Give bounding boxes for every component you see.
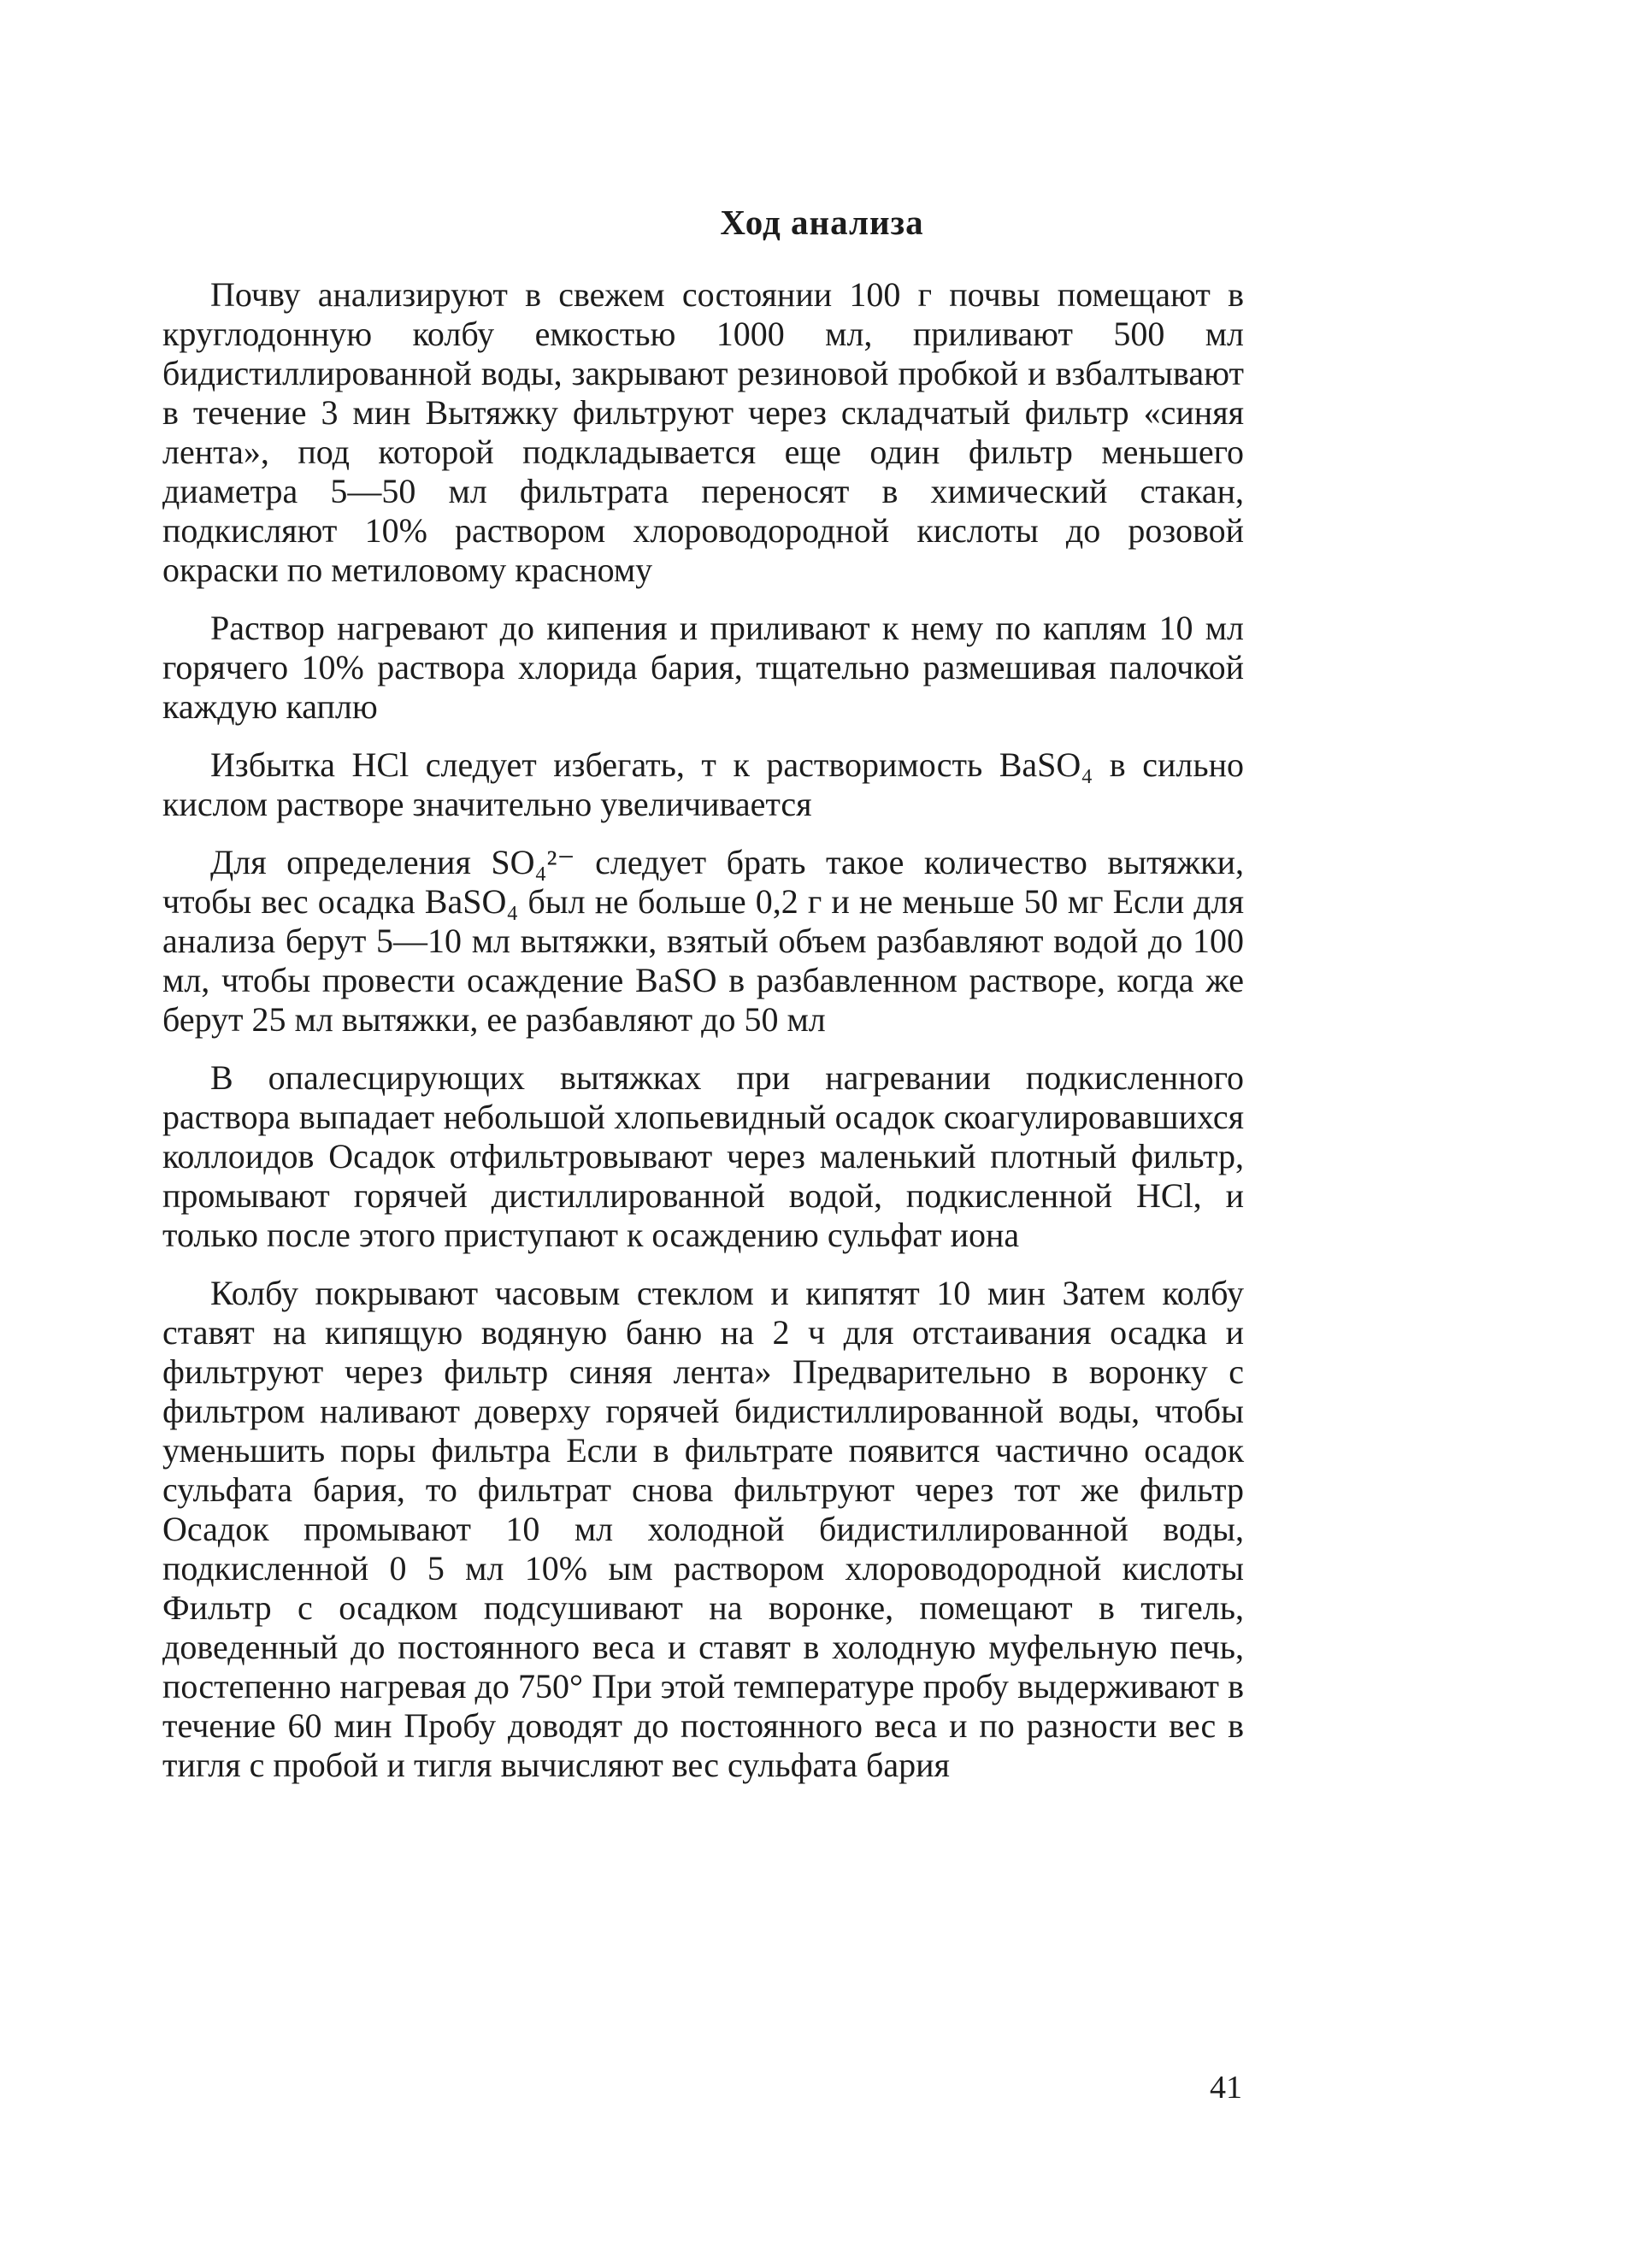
paragraph-heating: Раствор нагревают до кипения и приливают к нему по каплям 10 мл горячего 10% раствора хлорида бария, тщательно размешивая палочкой каждую каплю <box>162 609 1244 726</box>
paragraph-filtration-weighing: Колбу покрывают часовым стеклом и кипятят 10 мин Затем колбу ставят на кипящую водяную баню на 2 ч для отстаивания осадка и фильтруют через фильтр синяя лента» Предварительно в воронку с фильтром наливают доверху горячей бидистиллированной воды, чтобы уменьшить поры фильтра Если в фильтрате появится частично осадок сульфата бария, то фильтрат снова фильтруют через тот же фильтр Осадок промывают 10 мл холодной бидистиллированной воды, подкисленной 0 5 мл 10% ым раствором хлороводородной кислоты Фильтр с осадком подсушивают на воронке, помещают в тигель, доведенный до постоянного веса и ставят в холодную муфельную печь, постепенно нагревая до 750° При этой температуре пробу выдерживают в течение 60 мин Пробу доводят до постоянного веса и по разности вес в тигля с пробой и тигля вычисляют вес сульфата бария <box>162 1274 1244 1784</box>
paragraph-hcl-excess: Избытка HCl следует избегать, т к растворимость BaSO₄ в сильно кислом растворе значительно увеличивается <box>162 745 1244 823</box>
paragraph-opalescent-extracts: В опалесцирующих вытяжках при нагревании подкисленного раствора выпадает небольшой хлопьевидный осадок скоагулировавшихся коллоидов Осадок отфильтровывают через маленький плотный фильтр, промывают горячей дистиллированной водой, подкисленной HCl, и только после этого приступают к осаждению сульфат иона <box>162 1058 1244 1254</box>
body-text <box>162 275 1244 1804</box>
paragraph-procedure-intro: Почву анализируют в свежем состоянии 100 г почвы помещают в круглодонную колбу емкостью 1000 мл, приливают 500 мл бидистиллированной воды, закрывают резиновой пробкой и взбалтывают в течение 3 мин Вытяжку фильтруют через складчатый фильтр «синяя лента», под которой подкладывается еще один фильтр меньшего диаметра 5—50 мл фильтрата переносят в химический стакан, подкисляют 10% раствором хлороводородной кислоты до розовой окраски по метиловому красному <box>162 275 1244 589</box>
section-heading: Ход анализа <box>720 203 924 242</box>
page-number: 41 <box>1210 2070 1242 2106</box>
paragraph-sulfate-determination: Для определения SO₄²⁻ следует брать такое количество вытяжки, чтобы вес осадка BaSO₄ был не больше 0,2 г и не меньше 50 мг Если для анализа берут 5—10 мл вытяжки, взятый объем разбавляют водой до 100 мл, чтобы провести осаждение BaSO в разбавленном растворе, когда же берут 25 мл вытяжки, ее разбавляют до 50 мл <box>162 843 1244 1039</box>
